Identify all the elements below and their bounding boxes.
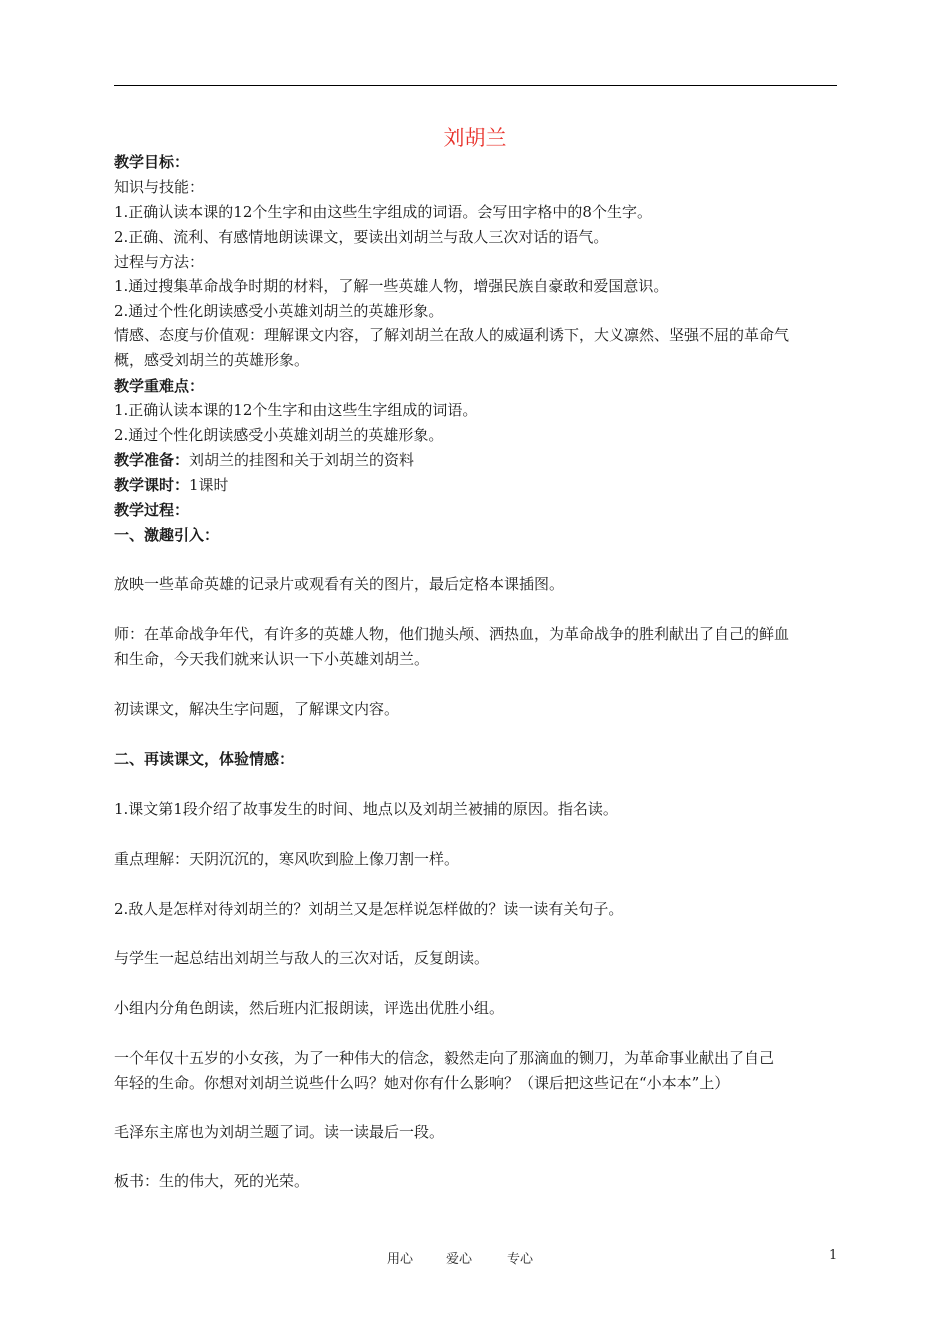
line-text: 和生命，今天我们就来认识一下小英雄刘胡兰。 bbox=[114, 650, 430, 668]
line-text: 刘胡兰的挂图和关于刘胡兰的资料 bbox=[189, 451, 415, 469]
line-text: 小组内分角色朗读，然后班内汇报朗读，评选出优胜小组。 bbox=[114, 999, 505, 1017]
line-text: 一个年仅十五岁的小女孩，为了一种伟大的信念，毅然走向了那滴血的铡刀，为革命事业献出了自己 bbox=[114, 1049, 775, 1067]
line-text: 情感、态度与价值观：理解课文内容，了解刘胡兰在敌人的威逼利诱下，大义凛然、坚强不屈的革命气 bbox=[114, 326, 790, 344]
text-line bbox=[114, 849, 854, 869]
text-line bbox=[114, 152, 854, 172]
text-line bbox=[114, 1122, 854, 1142]
line-text: 年轻的生命。你想对刘胡兰说些什么吗？她对你有什么影响？（课后把这些记在“小本本”上） bbox=[114, 1074, 730, 1092]
text-line bbox=[114, 475, 854, 495]
text-line bbox=[114, 1048, 854, 1068]
line-text: 重点理解：天阴沉沉的，寒风吹到脸上像刀割一样。 bbox=[114, 850, 460, 868]
text-line bbox=[114, 227, 854, 247]
line-text: 放映一些革命英雄的记录片或观看有关的图片，最后定格本课插图。 bbox=[114, 575, 565, 593]
line-text: 1.正确认读本课的12个生字和由这些生字组成的词语。 bbox=[114, 401, 478, 419]
line-text: 初读课文，解决生字问题，了解课文内容。 bbox=[114, 700, 400, 718]
text-line bbox=[114, 500, 854, 520]
line-text: 师：在革命战争年代，有许多的英雄人物，他们抛头颅、洒热血，为革命战争的胜利献出了自己的鲜血 bbox=[114, 625, 790, 643]
text-line bbox=[114, 301, 854, 321]
text-line bbox=[114, 1171, 854, 1191]
text-line bbox=[114, 350, 854, 370]
header-rule bbox=[114, 85, 837, 86]
document-title: 刘胡兰 bbox=[443, 126, 507, 150]
footer-word-2: 爱心 bbox=[446, 1252, 473, 1267]
section-heading: 教学重难点： bbox=[114, 377, 205, 395]
text-line bbox=[114, 624, 854, 644]
line-label: 教学课时： bbox=[114, 476, 190, 494]
line-text: 2.通过个性化朗读感受小英雄刘胡兰的英雄形象。 bbox=[114, 302, 444, 320]
line-text: 2.正确、流利、有感情地朗读课文，要读出刘胡兰与敌人三次对话的语气。 bbox=[114, 228, 609, 246]
footer-word-1: 用心 bbox=[387, 1252, 414, 1267]
line-text: 过程与方法： bbox=[114, 253, 205, 271]
text-line bbox=[114, 202, 854, 222]
section-heading: 教学目标： bbox=[114, 153, 190, 171]
text-line bbox=[114, 177, 854, 197]
line-text: 与学生一起总结出刘胡兰与敌人的三次对话，反复朗读。 bbox=[114, 949, 490, 967]
text-line bbox=[114, 998, 854, 1018]
line-text: 1.正确认读本课的12个生字和由这些生字组成的词语。会写田字格中的8个生字。 bbox=[114, 203, 652, 221]
line-text: 板书：生的伟大，死的光荣。 bbox=[114, 1172, 310, 1190]
line-text: 毛泽东主席也为刘胡兰题了词。读一读最后一段。 bbox=[114, 1123, 445, 1141]
text-line bbox=[114, 325, 854, 345]
section-heading: 一、激趣引入： bbox=[114, 526, 220, 544]
text-line bbox=[114, 948, 854, 968]
text-line bbox=[114, 425, 854, 445]
text-line bbox=[114, 574, 854, 594]
line-text: 2.敌人是怎样对待刘胡兰的？刘胡兰又是怎样说怎样做的？读一读有关句子。 bbox=[114, 900, 624, 918]
line-text: 1.通过搜集革命战争时期的材料，了解一些英雄人物，增强民族自豪敢和爱国意识。 bbox=[114, 277, 669, 295]
text-line bbox=[114, 649, 854, 669]
line-label: 教学准备： bbox=[114, 451, 190, 469]
line-text: 1.课文第1段介绍了故事发生的时间、地点以及刘胡兰被捕的原因。指名读。 bbox=[114, 800, 618, 818]
section-heading: 教学过程： bbox=[114, 501, 190, 519]
text-line bbox=[114, 1073, 854, 1093]
text-line bbox=[114, 525, 854, 545]
text-line bbox=[114, 376, 854, 396]
line-text: 知识与技能： bbox=[114, 178, 205, 196]
line-text: 1课时 bbox=[189, 476, 229, 494]
line-text: 概，感受刘胡兰的英雄形象。 bbox=[114, 351, 310, 369]
page-number: 1 bbox=[829, 1248, 838, 1263]
text-line bbox=[114, 699, 854, 719]
text-line bbox=[114, 799, 854, 819]
text-line bbox=[114, 252, 854, 272]
line-text: 2.通过个性化朗读感受小英雄刘胡兰的英雄形象。 bbox=[114, 426, 444, 444]
text-line bbox=[114, 749, 854, 769]
footer-word-3: 专心 bbox=[507, 1252, 534, 1267]
text-line bbox=[114, 899, 854, 919]
section-heading: 二、再读课文，体验情感： bbox=[114, 750, 295, 768]
text-line bbox=[114, 400, 854, 420]
text-line bbox=[114, 276, 854, 296]
text-line bbox=[114, 450, 854, 470]
